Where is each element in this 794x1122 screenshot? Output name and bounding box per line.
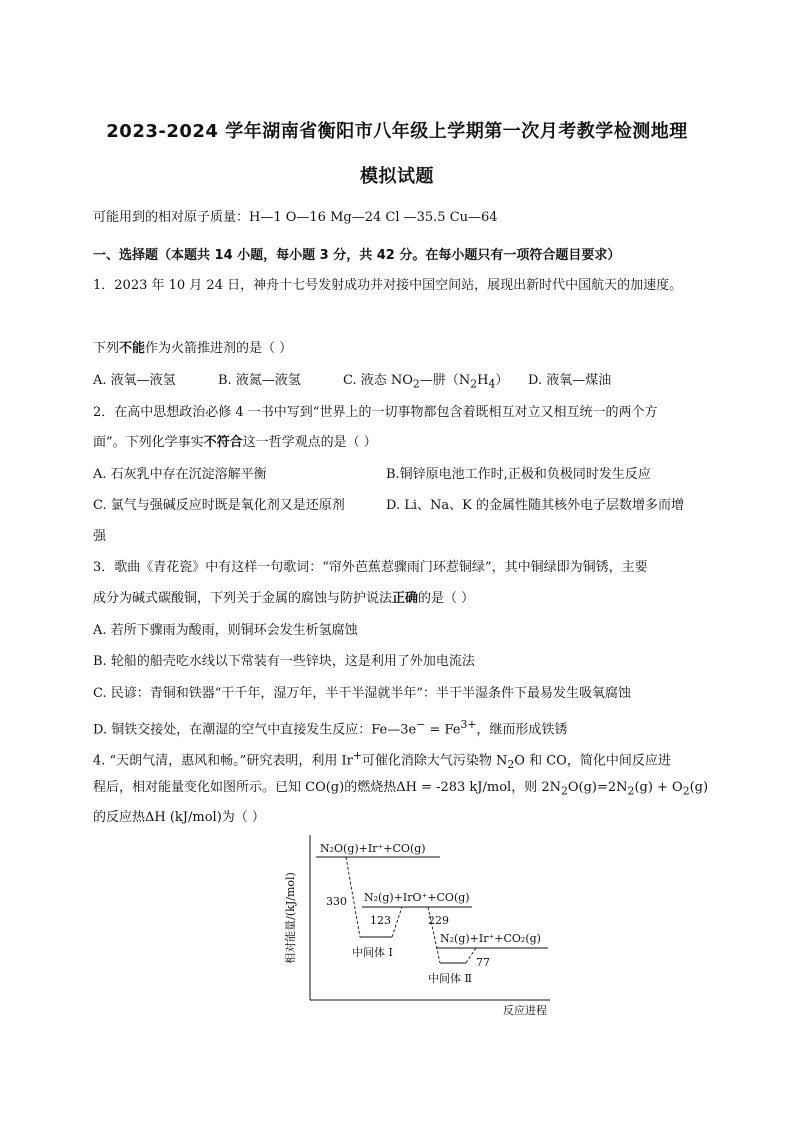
x-axis-label: 反应进程 xyxy=(503,1004,547,1017)
q1-option-b[interactable]: B. 液氮—液氢 xyxy=(218,373,301,388)
q3-stem1: 3．歌曲《青花瓷》中有这样一句歌词：“帘外芭蕉惹骤雨门环惹铜绿”，其中铜绿即为铜锈，主要 xyxy=(93,560,648,575)
subscript: 2 xyxy=(560,784,568,798)
superscript: − xyxy=(416,718,426,731)
q1-option-c-post: ） xyxy=(495,373,509,388)
q3-stem2-pre: 成分为碱式碳酸铜，下列关于金属的腐蚀与防护说法 xyxy=(93,591,393,606)
q1-option-c-pre: C. 液态 NO xyxy=(343,373,413,388)
path-segment xyxy=(346,857,360,937)
q1-option-c-mid2: H xyxy=(477,373,489,388)
q1-option-c-mid: —肼（N xyxy=(419,373,471,388)
q3-option-c[interactable]: C. 民谚：青铜和铁器“干千年，湿万年，半干半湿就半年”：半干半湿条件下最易发生吸氧腐蚀 xyxy=(93,686,632,701)
q2-option-a[interactable]: A. 石灰乳中存在沉淀溶解平衡 xyxy=(93,467,267,482)
superscript: + xyxy=(352,749,362,762)
q3-option-d-mid: = Fe xyxy=(425,722,461,738)
q4-stem1-mid: 可催化消除大气污染物 N xyxy=(361,753,508,769)
q1-stem: 1．2023 年 10 月 24 日，神舟十七号发射成功并对接中国空间站，展现出新时代中国航天的加速度。 xyxy=(93,278,683,293)
q3-option-d-pre: D. 铜铁交接处，在潮湿的空气中直接发生反应：Fe—3e xyxy=(93,722,417,738)
q3-option-a[interactable]: A. 若所下骤雨为酸雨，则铜环会发生析氢腐蚀 xyxy=(93,623,358,638)
q4-stem2 xyxy=(93,779,708,801)
q2-stem2-bold: 不符合 xyxy=(203,435,243,450)
path-segment xyxy=(466,948,476,963)
q2-stem2-pre: 面”。下列化学事实 xyxy=(93,435,204,450)
q2-stem2 xyxy=(93,434,377,452)
q4-stem1-pre: 4. “天朗气清，惠风和畅。”研究表明，利用 Ir xyxy=(93,753,353,769)
q2-option-b[interactable]: B.铜锌原电池工作时,正极和负极同时发生反应 xyxy=(386,467,651,482)
q2-options-cd xyxy=(93,497,684,515)
q4-stem2-pre: 程后，相对能量变化如图所示。已知 CO(g)的燃烧热ΔH = -283 kJ/mol，则 2N xyxy=(93,780,561,795)
atomic-mass-line: 可能用到的相对原子质量：H—1 O—16 Mg—24 Cl —35.5 Cu—64 xyxy=(93,210,498,225)
q4-stem2-mid: O(g)=2N xyxy=(567,780,628,795)
section-heading: 一、选择题（本题共 14 小题，每小题 3 分，共 42 分。在每小题只有一项符合题目要求） xyxy=(93,248,621,263)
q4-stem3: 的反应热ΔH (kJ/mol)为（ ） xyxy=(93,810,265,825)
q4-stem1-post: O 和 CO，简化中间反应进 xyxy=(514,753,671,769)
annotation-123: 123 xyxy=(370,914,391,927)
q1-option-a[interactable]: A. 液氧—液氢 xyxy=(93,373,176,388)
subscript: 2 xyxy=(412,377,420,391)
subscript: 2 xyxy=(682,784,690,798)
level-n2-iro-label: N₂(g)+IrO⁺+CO(g) xyxy=(364,891,470,904)
annotation-77: 77 xyxy=(476,956,490,969)
subscript: 4 xyxy=(488,377,496,391)
q3-option-b[interactable]: B. 轮船的船壳吃水线以下常装有一些锌块，这是利用了外加电流法 xyxy=(93,654,475,669)
y-axis-label: 相对能量/(kJ/mol) xyxy=(284,872,297,964)
q1-options xyxy=(93,372,611,394)
q3-option-d-post: ，继而形成铁锈 xyxy=(476,722,568,738)
q2-option-d-cont: 强 xyxy=(93,529,107,544)
q1-ask-pre: 下列 xyxy=(93,341,120,356)
path-segment xyxy=(392,907,402,937)
q1-ask-post: 作为火箭推进剂的是（ ） xyxy=(145,341,293,356)
subscript: 2 xyxy=(627,784,635,798)
q2-stem2-post: 这一哲学观点的是（ ） xyxy=(242,435,377,450)
level-intermediate-2-label: 中间体 Ⅱ xyxy=(428,972,472,985)
level-reactants-label: N₂O(g)+Ir⁺+CO(g) xyxy=(320,842,426,855)
q1-option-c[interactable] xyxy=(343,372,528,394)
q3-stem2-bold: 正确 xyxy=(392,591,419,606)
q4-stem1 xyxy=(93,747,671,774)
annotation-330: 330 xyxy=(326,895,347,908)
q3-stem2 xyxy=(93,590,474,608)
q1-option-d[interactable]: D. 液氧—煤油 xyxy=(528,373,612,388)
level-intermediate-1-label: 中间体 Ⅰ xyxy=(352,946,393,959)
level-products-label: N₂(g)+Ir⁺+CO₂(g) xyxy=(440,932,541,945)
q2-option-c[interactable]: C. 氯气与强碱反应时既是氧化剂又是还原剂 xyxy=(93,498,345,513)
q4-stem2-post: (g) xyxy=(689,780,709,795)
q2-options-ab xyxy=(93,466,651,484)
q3-option-d[interactable] xyxy=(93,716,567,739)
q1-ask-bold: 不能 xyxy=(119,341,146,356)
subscript: 2 xyxy=(470,377,478,391)
doc-title-line2: 模拟试题 xyxy=(360,166,434,187)
q1-ask xyxy=(93,340,292,358)
q2-option-d[interactable]: D. Li、Na、K 的金属性随其核外电子层数增多而增 xyxy=(386,498,684,513)
superscript: 3+ xyxy=(460,718,477,731)
energy-diagram xyxy=(280,830,560,1020)
q4-stem2-mid2: (g) + O xyxy=(634,780,683,795)
q3-stem2-post: 的是（ ） xyxy=(418,591,475,606)
subscript: 2 xyxy=(507,757,515,771)
q2-stem1: 2．在高中思想政治必修 4 一书中写到“世界上的一切事物都包含着既相互对立又相互统一的两个方 xyxy=(93,405,658,420)
annotation-229: 229 xyxy=(428,914,449,927)
doc-title-line1: 2023-2024 学年湖南省衡阳市八年级上学期第一次月考教学检测地理 xyxy=(106,121,688,142)
